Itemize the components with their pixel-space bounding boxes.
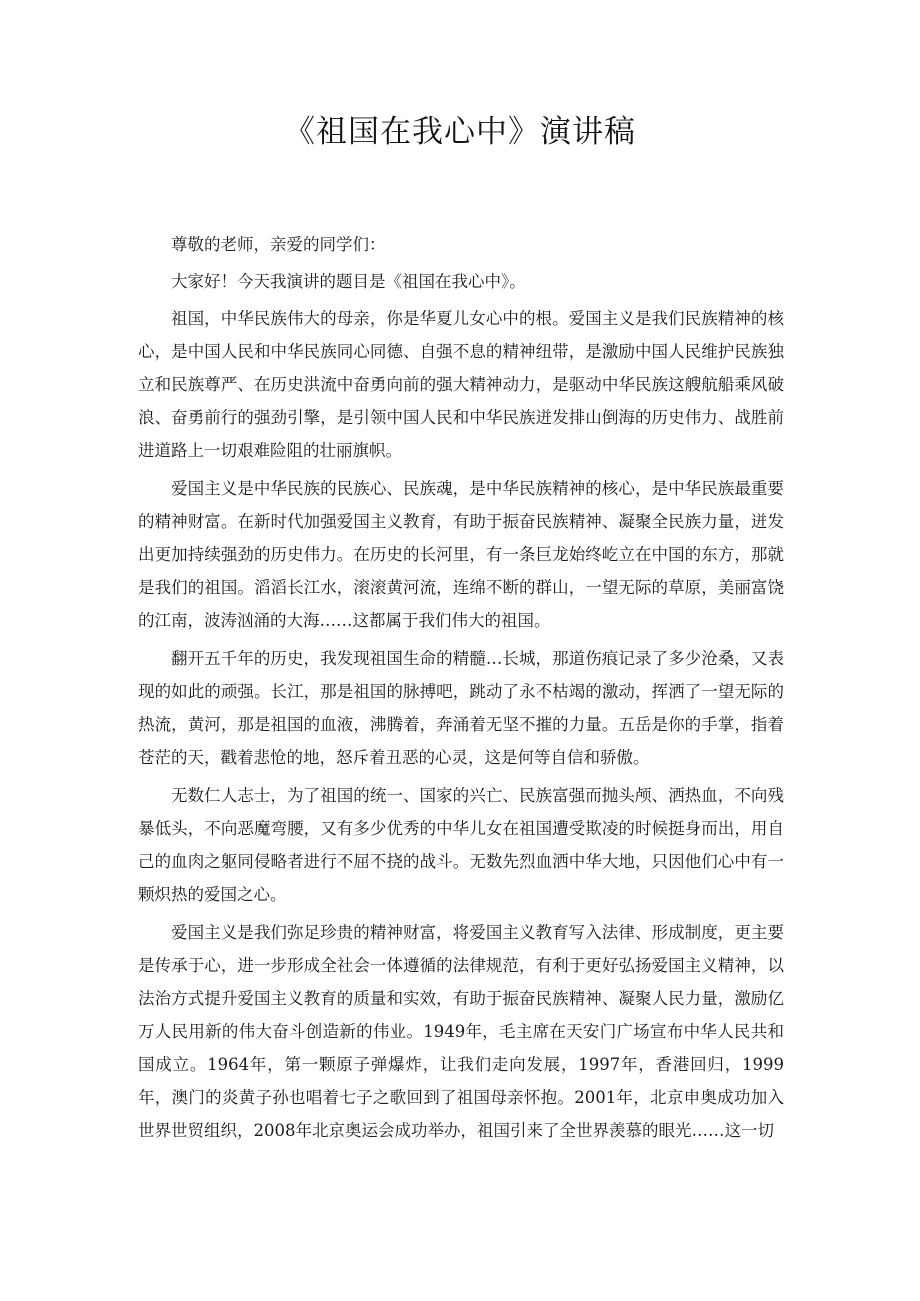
body-paragraph: 爱国主义是我们弥足珍贵的精神财富，将爱国主义教育写入法律、形成制度，更主要是传承于心，进一步形成全社会一体遵循的法律规范，有利于更好弘扬爱国主义精神，以法治方式提升爱国主义教育的质量和实效，有助于振奋民族精神、凝聚人民力量，激励亿万人民用新的伟大奋斗创造新的伟业。1949年，毛主席在天安门广场宣布中华人民共和国成立。1964年，第一颗原子弹爆炸，让我们走向发展，1997年，香港回归，1999年，澳门的炎黄子孙也唱着七子之歌回到了祖国母亲怀抱。2001年，北京申奥成功加入世界世贸组织，2008年北京奥运会成功举办，祖国引来了全世界羡慕的眼光……这一切 [138,923,784,1140]
body-paragraph: 爱国主义是中华民族的民族心、民族魂，是中华民族精神的核心，是中华民族最重要的精神财富。在新时代加强爱国主义教育，有助于振奋民族精神、凝聚全民族力量，迸发出更加持续强劲的历史伟力。在历史的长河里，有一条巨龙始终屹立在中国的东方，那就是我们的祖国。滔滔长江水，滚滚黄河流，连绵不断的群山，一望无际的草原，美丽富饶的江南，波涛汹涌的大海……这都属于我们伟大的祖国。 [138,479,784,630]
document-body [138,228,784,1147]
greeting-paragraph: 大家好！今天我演讲的题目是《祖国在我心中》。 [171,272,526,291]
body-paragraph: 无数仁人志士，为了祖国的统一、国家的兴亡、民族富强而抛头颅、洒热血，不向残暴低头，不向恶魔弯腰，又有多少优秀的中华儿女在祖国遭受欺凌的时候挺身而出，用自己的血肉之躯同侵略者进行不屈不挠的战斗。无数先烈血洒中华大地，只因他们心中有一颗炽热的爱国之心。 [138,786,784,904]
salutation-paragraph: 尊敬的老师，亲爱的同学们： [171,235,386,254]
body-paragraph: 祖国，中华民族伟大的母亲，你是华夏儿女心中的根。爱国主义是我们民族精神的核心，是中国人民和中华民族同心同德、自强不息的精神纽带，是激励中国人民维护民族独立和民族尊严、在历史洪流中奋勇向前的强大精神动力，是驱动中华民族这艘航船乘风破浪、奋勇前行的强劲引擎，是引领中国人民和中华民族迸发排山倒海的历史伟力、战胜前进道路上一切艰难险阻的壮丽旗帜。 [138,309,784,460]
body-paragraph: 翻开五千年的历史，我发现祖国生命的精髓…长城，那道伤痕记录了多少沧桑，又表现的如此的顽强。长江，那是祖国的脉搏吧，跳动了永不枯竭的激动，挥洒了一望无际的热流，黄河，那是祖国的血液，沸腾着，奔涌着无坚不摧的力量。五岳是你的手掌，指着苍茫的天，戳着悲怆的地，怒斥着丑恶的心灵，这是何等自信和骄傲。 [138,649,784,767]
document-title: 《祖国在我心中》演讲稿 [284,114,636,150]
